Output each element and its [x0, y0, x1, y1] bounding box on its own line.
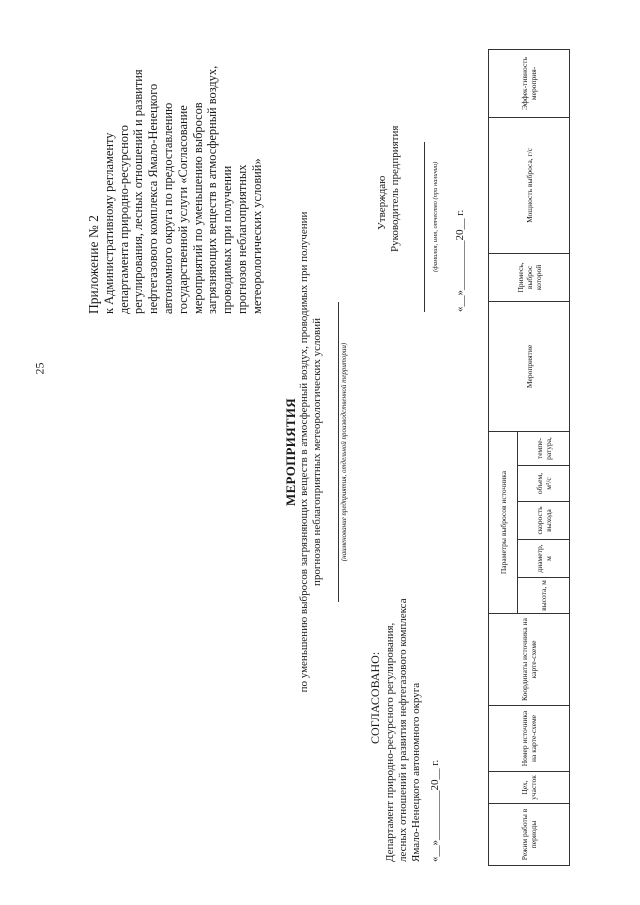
- signature-line: [424, 142, 425, 312]
- appendix-line: автономного округа по предоставлению: [160, 102, 175, 314]
- col-speed: скорость выхода: [518, 502, 570, 540]
- page-number: 25: [32, 362, 47, 375]
- document-title: МЕРОПРИЯТИЯ: [283, 398, 298, 506]
- col-volume: объем, м³/с: [518, 466, 570, 502]
- appendix-header: [87, 39, 265, 314]
- appendix-line: нефтегазового комплекса Ямало-Ненецкого: [146, 83, 161, 314]
- document-subtitle: по уменьшению выбросов загрязняющих веществ в атмосферный воздух, проводимых при получении прогнозов неблагоприятных метеорологических условий: [298, 211, 323, 693]
- col-shop: Цех, участок: [489, 772, 570, 804]
- appendix-line: Приложение № 2: [86, 215, 101, 314]
- agreed-line: лесных отношений и развития нефтегазового комплекса: [397, 598, 409, 862]
- approved-block: [376, 42, 467, 312]
- measures-table: [488, 49, 570, 866]
- agreed-date: «__»_________20__ г.: [429, 759, 441, 862]
- col-measure: Мероприятие: [489, 301, 570, 431]
- appendix-line: метеорологических условий»: [249, 158, 264, 314]
- appendix-line: регулирования, лесных отношений и развития: [131, 69, 146, 314]
- col-mode: Режим работы в периоды: [489, 804, 570, 866]
- col-impurity: Примесь, выброс которой: [489, 253, 570, 301]
- agreed-line: Департамент природно-ресурсного регулирования,: [384, 622, 396, 862]
- appendix-line: государственной услуги «Согласование: [175, 105, 190, 314]
- agreed-line: Ямало-Ненецкого автономного округа: [410, 682, 422, 862]
- appendix-line: загрязняющих веществ в атмосферный воздух,: [205, 65, 220, 314]
- approved-title: Утверждаю: [376, 175, 388, 230]
- appendix-line: проводимых при получении: [220, 165, 235, 314]
- col-efficiency: Эффек-тивность мероприя-: [489, 49, 570, 117]
- organization-name-line: [338, 302, 339, 602]
- appendix-line: департамента природно-ресурсного: [116, 125, 131, 314]
- organization-caption: (наименование предприятия, отдельной производственной территории): [340, 342, 348, 562]
- col-source-number: Номер источника на карте-схеме: [489, 706, 570, 772]
- col-emission-power: Мощность выброса, г/с: [489, 117, 570, 253]
- agreed-title: СОГЛАСОВАНО:: [368, 651, 382, 744]
- agreed-block: [369, 542, 442, 862]
- approved-subtitle: Руководитель предприятия: [389, 125, 401, 252]
- approved-date: «__»_________20__ г.: [454, 209, 466, 312]
- document-sheet: [40, 22, 600, 882]
- col-height: высота, м: [518, 578, 570, 614]
- col-temperature: темпе-ратура,: [518, 431, 570, 465]
- appendix-line: прогнозов неблагоприятных: [234, 164, 249, 314]
- col-emission-params: Параметры выбросов источника: [489, 431, 518, 613]
- appendix-line: к Административному регламенту: [101, 132, 116, 314]
- col-coordinates: Координаты источника на карте-схеме: [489, 614, 570, 706]
- appendix-line: мероприятий по уменьшению выбросов: [190, 102, 205, 314]
- signature-caption: (фамилия, имя, отчество (при наличии): [432, 161, 439, 272]
- col-diameter: диаметр, м: [518, 540, 570, 578]
